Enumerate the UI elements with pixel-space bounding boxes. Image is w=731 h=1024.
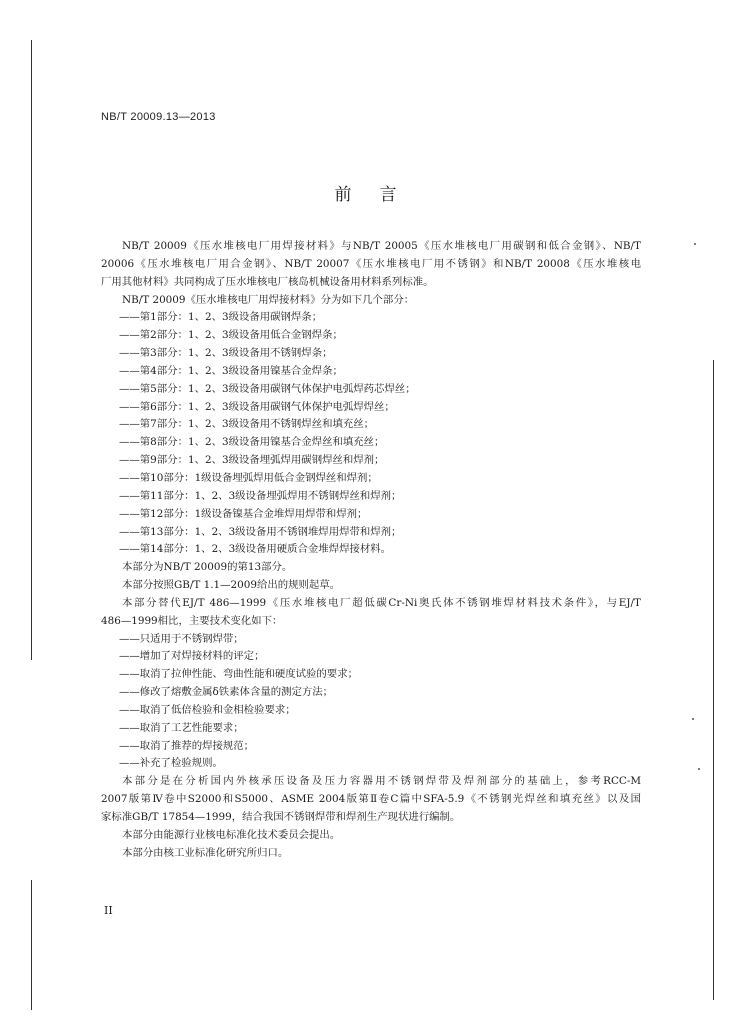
list-item: ——第14部分：1、2、3级设备用硬质合金堆焊焊接材料。	[119, 543, 392, 556]
paragraph-line: NB/T 20009《压水堆核电厂用焊接材料》与NB/T 20005《压水堆核电厂用碳钢和低合金钢》、NB/T	[122, 240, 641, 252]
list-item: ——第13部分：1、2、3级设备用不锈钢堆焊用焊带和焊剂；	[119, 525, 402, 538]
paragraph-line: 本部分为NB/T 20009的第13部分。	[122, 561, 293, 574]
scan-edge-line	[713, 360, 714, 1000]
list-item: ——第6部分：1、2、3级设备用碳钢气体保护电弧焊焊丝；	[119, 400, 395, 413]
list-item: ——第8部分：1、2、3级设备用镍基合金焊丝和填充丝；	[119, 436, 385, 449]
list-item: ——第11部分：1、2、3级设备埋弧焊用不锈钢焊丝和焊剂；	[119, 489, 402, 502]
list-item: ——取消了拉伸性能、弯曲性能和硬度试验的要求；	[119, 668, 358, 681]
list-item: ——第5部分：1、2、3级设备用碳钢气体保护电弧焊药芯焊丝；	[119, 382, 416, 395]
scan-speck	[692, 718, 694, 720]
list-item: ——第3部分：1、2、3级设备用不锈钢焊条；	[119, 347, 333, 360]
paragraph-line: 厂用其他材料》共同构成了压水堆核电厂核岛机械设备用材料系列标准。	[101, 275, 434, 288]
scan-speck	[694, 243, 696, 245]
list-item: ——取消了低倍检验和金相检验要求；	[119, 703, 296, 716]
document-code: NB/T 20009.13—2013	[101, 111, 216, 123]
list-item: ——第1部分：1、2、3级设备用碳钢焊条；	[119, 311, 323, 324]
foreword-body	[101, 238, 641, 863]
list-item: ——只适用于不锈钢焊带；	[119, 632, 244, 645]
paragraph-line: 20006《压水堆核电厂用合金钢》、NB/T 20007《压水堆核电厂用不锈钢》和NB/T 20008《压水堆核电	[101, 257, 641, 270]
list-item: ——补充了检验规则。	[119, 757, 223, 770]
paragraph-line: 本部分由核工业标准化研究所归口。	[122, 846, 289, 859]
paragraph-line: 本部分由能源行业核电标准化技术委员会提出。	[122, 828, 341, 841]
paragraph-line: 本部分是在分析国内外核承压设备及压力容器用不锈钢焊带及焊剂部分的基础上，参考RCC-M	[122, 775, 641, 788]
list-item: ——第7部分：1、2、3级设备用不锈钢焊丝和填充丝；	[119, 418, 375, 431]
list-item: ——第12部分：1级设备镍基合金堆焊用焊带和焊剂；	[119, 507, 368, 520]
list-item: ——第9部分：1、2、3级设备埋弧焊用碳钢焊丝和焊剂；	[119, 454, 385, 467]
scan-speck	[698, 768, 700, 770]
list-item: ——修改了熔敷金属δ铁素体含量的测定方法；	[119, 686, 334, 699]
parts-list	[101, 309, 641, 559]
list-item: ——取消了推荐的焊接规范；	[119, 739, 255, 752]
scan-edge-line	[31, 40, 32, 660]
list-item: ——第4部分：1、2、3级设备用镍基合金焊条；	[119, 364, 343, 377]
page-number: II	[104, 904, 113, 917]
paragraph-line: NB/T 20009《压水堆核电厂用焊接材料》分为如下几个部分：	[122, 293, 415, 306]
scan-edge-line	[31, 880, 32, 1010]
list-item: ——增加了对焊接材料的评定；	[119, 650, 265, 663]
changes-list	[101, 631, 641, 774]
list-item: ——第2部分：1、2、3级设备用低合金钢焊条；	[119, 329, 343, 342]
list-item: ——第10部分：1级设备埋弧焊用低合金钢焊丝和焊剂；	[119, 471, 378, 484]
paragraph-line: 486—1999相比，主要技术变化如下：	[101, 614, 283, 627]
paragraph-line: 本部分按照GB/T 1.1—2009给出的规则起草。	[122, 579, 341, 592]
paragraph-line: 本部分替代EJ/T 486—1999《压水堆核电厂超低碳Cr-Ni奥氏体不锈钢堆焊材料技术条件》，与EJ/T	[122, 596, 641, 609]
paragraph-line: 家标准GB/T 17854—1999，结合我国不锈钢焊带和焊剂生产现状进行编制。	[101, 811, 461, 823]
page-title: 前言	[334, 185, 425, 205]
paragraph-line: 2007版第Ⅳ卷中S2000和S5000、ASME 2004版第Ⅱ卷C篇中SFA-5.9《不锈钢光焊丝和填充丝》以及国	[101, 793, 641, 806]
list-item: ——取消了工艺性能要求；	[119, 721, 244, 734]
